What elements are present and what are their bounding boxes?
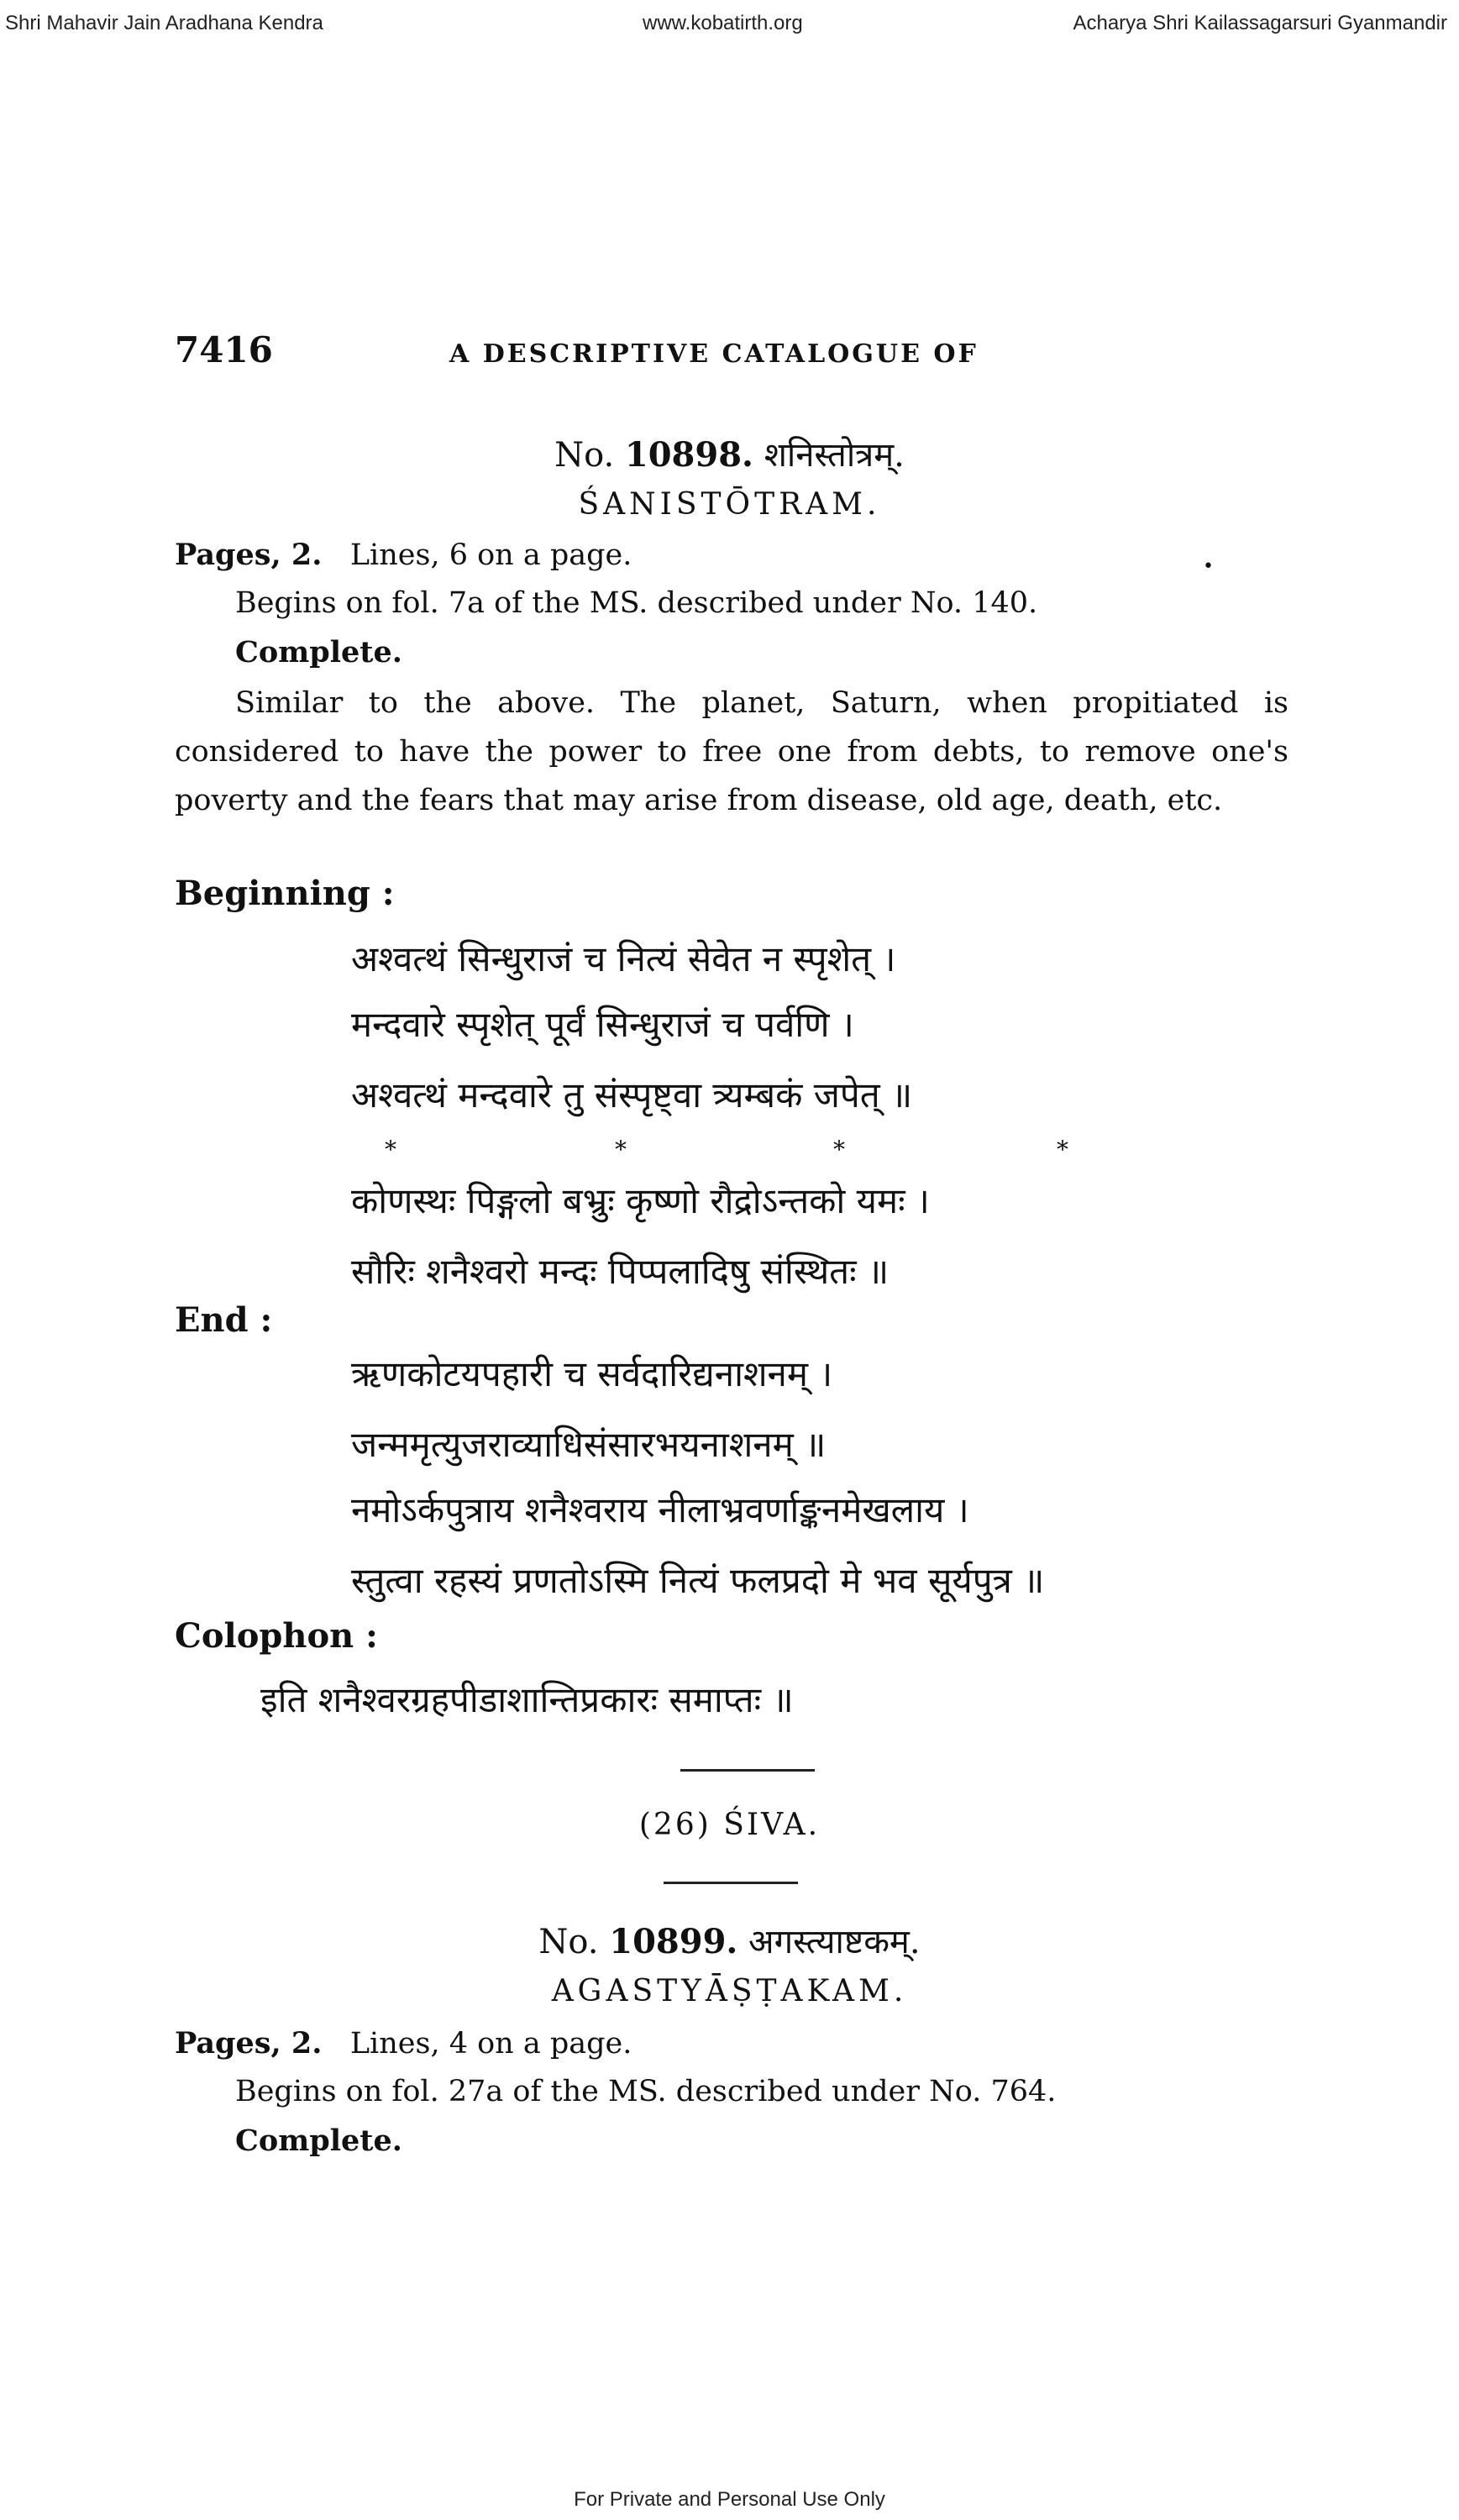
entry1-pages bbox=[175, 538, 632, 572]
end-line-2: जन्ममृत्युजराव्याधिसंसारभयनाशनम् ॥ bbox=[351, 1424, 827, 1465]
entry1-begins: Begins on fol. 7a of the MS. described under No. 140. bbox=[235, 586, 1038, 620]
star-3: * bbox=[833, 1136, 845, 1163]
beginning-line-1: अश्वत्थं सिन्धुराजं च नित्यं सेवेत न स्पृशेत् । bbox=[351, 938, 896, 979]
header-left: Shri Mahavir Jain Aradhana Kendra bbox=[5, 12, 323, 34]
entry1-lines: Lines, 6 on a page. bbox=[349, 538, 632, 572]
stars-divider bbox=[0, 1136, 1459, 1169]
entry1-no-label: No. bbox=[554, 436, 615, 475]
beginning-line-5: सौरिः शनैश्वरो मन्दः पिप्पलादिषु संस्थितः ॥ bbox=[351, 1251, 890, 1292]
entry2-begins: Begins on fol. 27a of the MS. described under No. 764. bbox=[235, 2075, 1057, 2108]
speck-mark: • bbox=[1203, 556, 1214, 577]
page-number: 7416 bbox=[175, 329, 273, 370]
star-4: * bbox=[1057, 1136, 1068, 1163]
entry1-number bbox=[0, 430, 1459, 476]
entry1-title: ŚANISTŌTRAM. bbox=[578, 487, 881, 522]
beginning-line-2: मन्दवारे स्पृशेत् पूर्वं सिन्धुराजं च पर्वणि । bbox=[351, 1004, 854, 1045]
beginning-line-4: कोणस्थः पिङ्गलो बभ्रुः कृष्णो रौद्रोऽन्तको यमः । bbox=[351, 1180, 930, 1221]
header-center[interactable]: www.kobatirth.org bbox=[643, 12, 803, 34]
entry2-no-value: 10899. bbox=[609, 1922, 738, 1961]
entry1-pages-label: Pages, 2. bbox=[175, 538, 323, 572]
entry2-pages-label: Pages, 2. bbox=[175, 2026, 323, 2061]
entry1-description bbox=[175, 679, 1288, 825]
star-2: * bbox=[615, 1136, 627, 1163]
entry2-status: Complete. bbox=[235, 2124, 402, 2158]
entry1-sanskrit-title: शनिस्तोत्रम्. bbox=[764, 436, 905, 475]
beginning-heading: Beginning : bbox=[175, 874, 395, 913]
running-title: A DESCRIPTIVE CATALOGUE OF bbox=[449, 339, 979, 369]
entry2-sanskrit-title: अगस्त्याष्टकम्. bbox=[748, 1923, 921, 1961]
end-line-1: ऋणकोटयपहारी च सर्वदारिद्यनाशनम् । bbox=[351, 1353, 833, 1394]
star-1: * bbox=[385, 1136, 396, 1163]
entry1-status: Complete. bbox=[235, 635, 402, 669]
header-right: Acharya Shri Kailassagarsuri Gyanmandir bbox=[1073, 12, 1447, 34]
entry1-description-text: Similar to the above. The planet, Saturn, when propitiated is considered to have the power to free one from debts, to remove one's poverty and the fears that may arise from disease, old age, death, etc. bbox=[175, 686, 1288, 817]
section-rule-top bbox=[680, 1769, 815, 1772]
entry2-no-label: No. bbox=[538, 1923, 599, 1961]
beginning-line-3: अश्वत्थं मन्दवारे तु संस्पृष्ट्वा त्र्यम्बकं जपेत् ॥ bbox=[351, 1074, 913, 1116]
entry2-title: AGASTYĀṢṬAKAM. bbox=[551, 1974, 908, 2008]
end-heading: End : bbox=[175, 1300, 273, 1340]
entry1-no-value: 10898. bbox=[624, 435, 753, 475]
section-rule-bottom bbox=[664, 1882, 798, 1884]
entry2-lines: Lines, 4 on a page. bbox=[349, 2027, 632, 2061]
footer-text: For Private and Personal Use Only bbox=[574, 2488, 885, 2511]
entry2-number bbox=[0, 1917, 1459, 1963]
section-heading: (26) ŚIVA. bbox=[638, 1808, 821, 1842]
colophon-line: इति शनैश्वरग्रहपीडाशान्तिप्रकारः समाप्तः ॥ bbox=[260, 1679, 794, 1720]
entry2-pages bbox=[175, 2026, 632, 2061]
colophon-heading: Colophon : bbox=[175, 1616, 378, 1656]
end-line-4: स्तुत्वा रहस्यं प्रणतोऽस्मि नित्यं फलप्रदो मे भव सूर्यपुत्र ॥ bbox=[351, 1560, 1045, 1601]
end-line-3: नमोऽर्कपुत्राय शनैश्वराय नीलाभ्रवर्णाङ्कनमेखलाय । bbox=[351, 1489, 969, 1530]
